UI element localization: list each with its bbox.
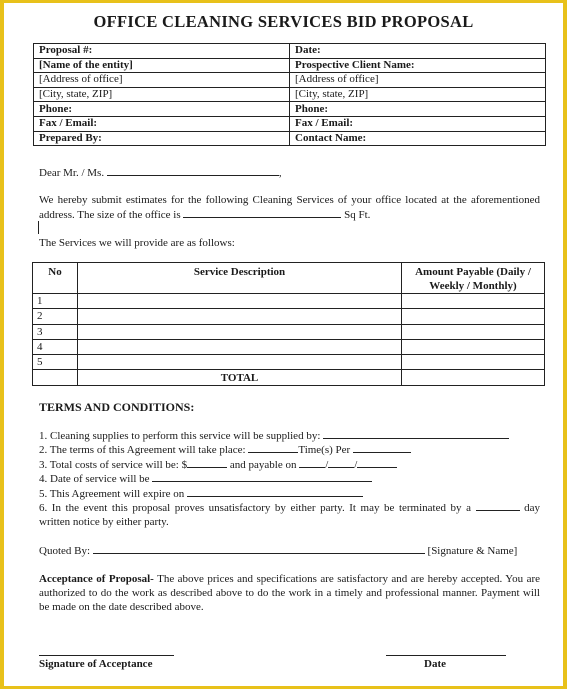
term-6-text: 6. In the event this proposal proves unsatisfactory by either party. It may be terminated by a <box>39 502 471 514</box>
description-cell[interactable] <box>78 339 402 354</box>
info-cell: [Address of office] <box>34 73 290 88</box>
expiry-blank[interactable] <box>187 486 363 497</box>
text-cursor <box>38 221 39 234</box>
quoted-by-label: Quoted By: <box>39 545 91 557</box>
info-row <box>34 102 546 117</box>
table-row <box>33 294 545 309</box>
info-row <box>34 58 546 73</box>
amount-cell[interactable] <box>402 324 545 339</box>
acceptance-text: The above prices and specifications are satisfactory and are hereby accepted. You are authorized to do the work as described above to do the work in a timely and professional manner. Payment will be made on the date described above. <box>39 573 541 613</box>
services-intro: The Services we will provide are as follows: <box>39 237 235 249</box>
terms-heading: TERMS AND CONDITIONS: <box>39 400 195 414</box>
salutation-line: Dear Mr. / Ms. , <box>39 167 282 179</box>
service-date-blank[interactable] <box>152 471 372 482</box>
acceptance-paragraph <box>39 572 540 614</box>
header-amount: Amount Payable (Daily / Weekly / Monthly) <box>402 263 545 294</box>
term-1-text: 1. Cleaning supplies to perform this service will be supplied by: <box>39 430 321 442</box>
salutation-label: Dear Mr. / Ms. <box>39 167 105 179</box>
info-cell: Prospective Client Name: <box>290 58 546 73</box>
info-row <box>34 87 546 102</box>
total-amount-cell[interactable] <box>402 370 545 385</box>
term-3-text: 3. Total costs of service will be: $ <box>39 459 188 471</box>
table-row <box>33 355 545 370</box>
table-row <box>33 339 545 354</box>
signature-name-label: [Signature & Name] <box>427 545 518 557</box>
info-cell: Prepared By: <box>34 131 290 146</box>
info-cell: Fax / Email: <box>34 116 290 131</box>
document-title: OFFICE CLEANING SERVICES BID PROPOSAL <box>93 12 474 31</box>
times-blank[interactable] <box>248 442 298 453</box>
services-table <box>32 262 545 386</box>
date-label: Date <box>424 658 446 670</box>
term-5-text: 5. This Agreement will expire on <box>39 488 185 500</box>
date-line[interactable] <box>386 655 506 656</box>
term-3: 3. Total costs of service will be: $ and payable on / / <box>39 457 397 472</box>
term-4-text: 4. Date of service will be <box>39 473 150 485</box>
quoted-by-line <box>39 543 517 558</box>
description-cell[interactable] <box>78 355 402 370</box>
description-cell[interactable] <box>78 309 402 324</box>
info-row <box>34 116 546 131</box>
row-number: 4 <box>33 339 78 354</box>
amount-cell[interactable] <box>402 355 545 370</box>
row-number: 5 <box>33 355 78 370</box>
intro-text: We hereby submit estimates for the following Cleaning Services of your office located at the aforementioned address. The size of the office is <box>39 194 540 221</box>
info-cell: Phone: <box>34 102 290 117</box>
signature-label: Signature of Acceptance <box>39 658 153 670</box>
cost-blank[interactable] <box>187 457 227 468</box>
table-row <box>33 324 545 339</box>
info-cell: Fax / Email: <box>290 116 546 131</box>
info-cell: [City, state, ZIP] <box>34 87 290 102</box>
info-cell: Phone: <box>290 102 546 117</box>
acceptance-label: Acceptance of Proposal- <box>39 573 154 585</box>
info-cell: [Name of the entity] <box>34 58 290 73</box>
header-no: No <box>33 263 78 294</box>
term-2-text: 2. The terms of this Agreement will take place: <box>39 444 246 456</box>
term-6-end: day written notice by either party. <box>39 502 541 528</box>
amount-cell[interactable] <box>402 339 545 354</box>
term-5 <box>39 486 363 501</box>
document-page <box>4 3 563 686</box>
payment-month-blank[interactable] <box>299 457 325 468</box>
info-cell: Date: <box>290 44 546 59</box>
period-blank[interactable] <box>353 442 411 453</box>
row-number: 1 <box>33 294 78 309</box>
info-row <box>34 73 546 88</box>
info-cell: [City, state, ZIP] <box>290 87 546 102</box>
total-label: TOTAL <box>78 370 402 385</box>
term-2 <box>39 442 411 457</box>
quoted-by-blank[interactable] <box>93 543 425 554</box>
term-1 <box>39 428 509 443</box>
row-number: 2 <box>33 309 78 324</box>
intro-unit: Sq Ft. <box>344 209 371 221</box>
salutation-blank[interactable] <box>107 165 279 176</box>
payment-day-blank[interactable] <box>328 457 354 468</box>
office-size-blank[interactable] <box>183 207 341 218</box>
amount-cell[interactable] <box>402 309 545 324</box>
info-row <box>34 44 546 59</box>
proposal-info-table <box>33 43 546 146</box>
term-3-payable: and payable on <box>229 459 297 471</box>
supplier-blank[interactable] <box>323 428 509 439</box>
amount-cell[interactable] <box>402 294 545 309</box>
signature-line[interactable] <box>39 655 174 656</box>
term-2-times: Time(s) Per <box>298 444 351 456</box>
total-number-cell <box>33 370 78 385</box>
info-cell: Proposal #: <box>34 44 290 59</box>
term-6 <box>39 500 540 529</box>
table-row <box>33 309 545 324</box>
services-header-row <box>33 263 545 294</box>
description-cell[interactable] <box>78 324 402 339</box>
intro-paragraph <box>39 193 540 222</box>
row-number: 3 <box>33 324 78 339</box>
info-row <box>34 131 546 146</box>
total-row <box>33 370 545 385</box>
notice-days-blank[interactable] <box>476 500 520 511</box>
info-cell: Contact Name: <box>290 131 546 146</box>
description-cell[interactable] <box>78 294 402 309</box>
term-4 <box>39 471 372 486</box>
header-description: Service Description <box>78 263 402 294</box>
info-cell: [Address of office] <box>290 73 546 88</box>
payment-year-blank[interactable] <box>357 457 397 468</box>
